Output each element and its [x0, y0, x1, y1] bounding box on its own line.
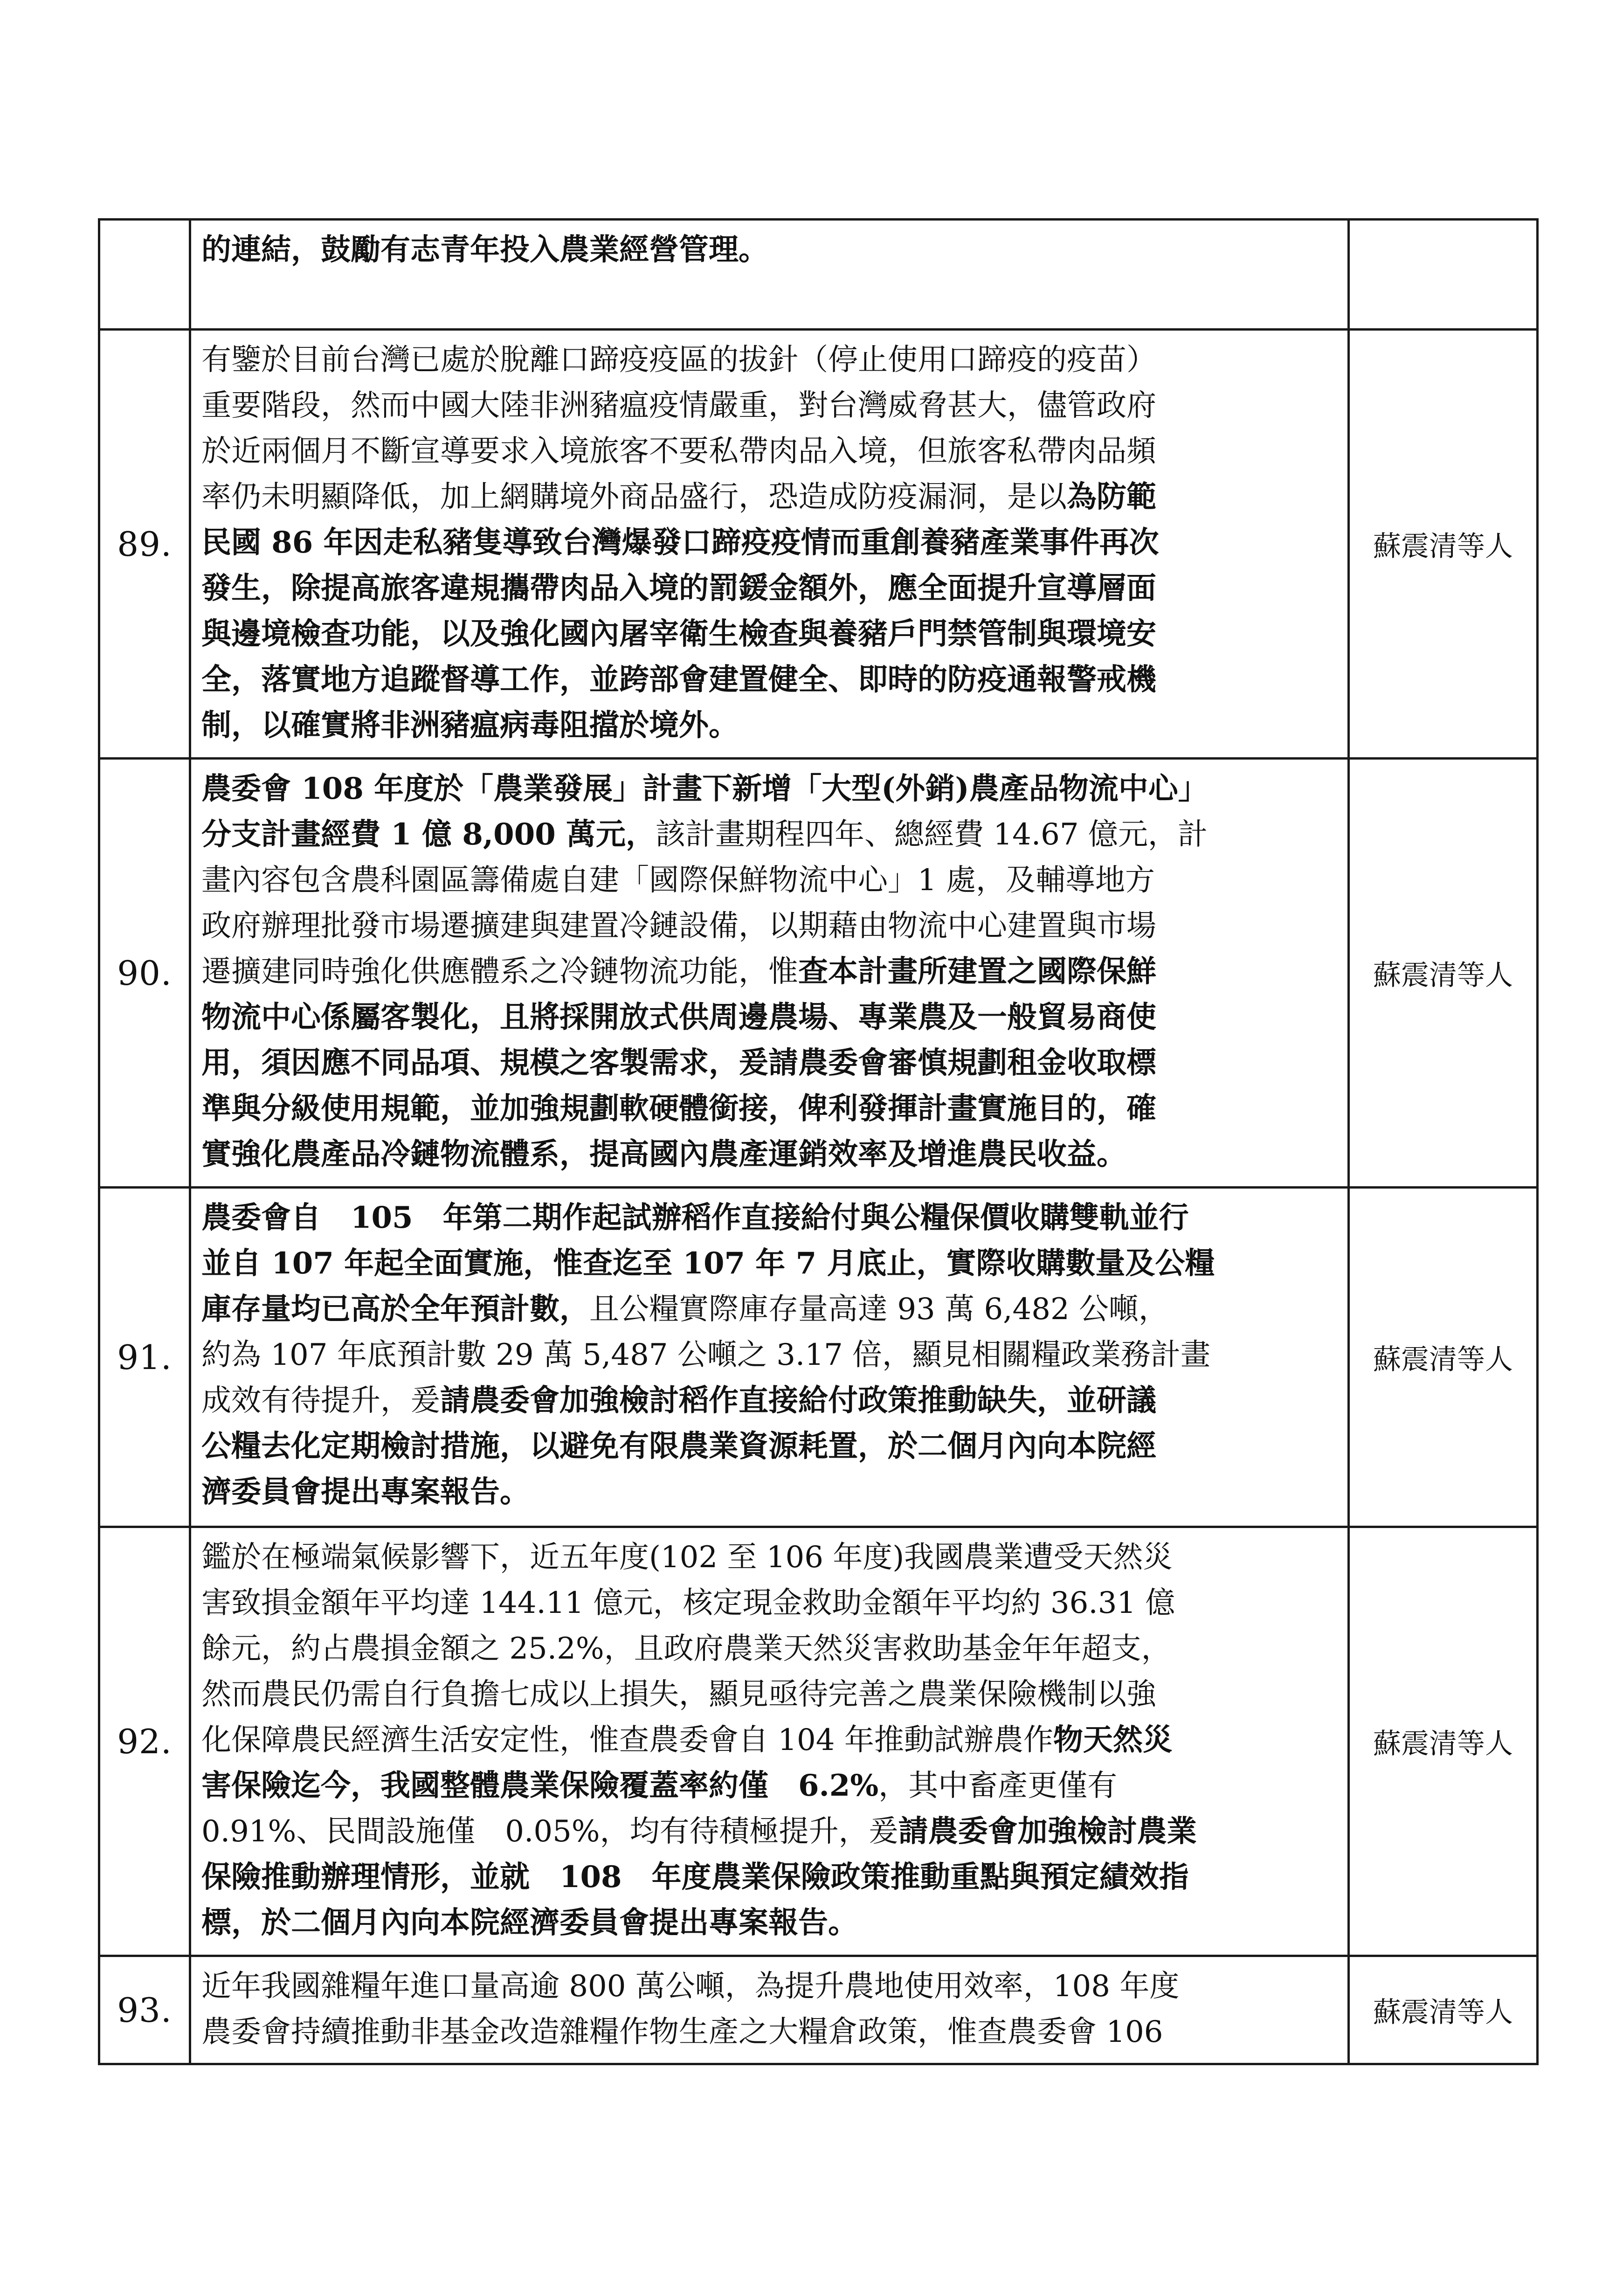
proposer: 蘇震清等人	[1349, 1527, 1538, 1956]
text-run: 有鑒於目前台灣已處於脫離口蹄疫疫區的拔針（停止使用口蹄疫的疫苗）	[201, 343, 1156, 377]
text-line	[201, 995, 1338, 1040]
text-run: 農委會自 105 年第二期作起試辦稻作直接給付與公糧保價收購雙軌並行	[201, 1200, 1189, 1235]
text-run: 與邊境檢查功能，以及強化國內屠宰衛生檢查與養豬戶門禁管制與環境安	[201, 616, 1156, 651]
text-run: 保險推動辦理情形，並就 108 年度農業保險政策推動重點與預定績效指	[201, 1860, 1189, 1895]
text-run: 為防範	[1067, 479, 1156, 514]
text-run: 0.91%、民間設施僅 0.05%，均有待積極提升，爰	[201, 1814, 898, 1849]
proposal-text	[190, 220, 1349, 330]
text-line	[201, 611, 1338, 657]
text-line	[201, 383, 1338, 429]
text-line	[201, 474, 1338, 520]
row-number: 89.	[99, 330, 190, 759]
text-line	[201, 858, 1338, 903]
text-run: 分支計畫經費 1 億 8,000 萬元，	[201, 817, 656, 852]
text-run: 農委會持續推動非基金改造雜糧作物生產之大糧倉政策，惟查農委會 106	[201, 2015, 1163, 2049]
text-line	[201, 812, 1338, 858]
row-number: 93.	[99, 1956, 190, 2064]
text-run: 的連結，鼓勵有志青年投入農業經營管理。	[201, 232, 768, 267]
proposal-text	[190, 759, 1349, 1188]
row-number: 91.	[99, 1188, 190, 1527]
text-run: 然而農民仍需自行負擔七成以上損失，顯見亟待完善之農業保險機制以強	[201, 1677, 1156, 1712]
text-run: 制，以確實將非洲豬瘟病毒阻擋於境外。	[201, 708, 739, 743]
table-row	[99, 330, 1538, 759]
text-run: 該計畫期程四年、總經費 14.67 億元，計	[656, 817, 1208, 852]
text-run: 查本計畫所建置之國際保鮮	[798, 954, 1156, 989]
text-run: 民國 86 年因走私豬隻導致台灣爆發口蹄疫疫情而重創養豬產業事件再次	[201, 525, 1159, 560]
text-line	[201, 1241, 1338, 1286]
text-run: 發生，除提高旅客違規攜帶肉品入境的罰鍰金額外，應全面提升宣導層面	[201, 571, 1156, 606]
text-run: 重要階段，然而中國大陸非洲豬瘟疫情嚴重，對台灣威脅甚大，儘管政府	[201, 388, 1156, 423]
proposer: 蘇震清等人	[1349, 330, 1538, 759]
table-row	[99, 1956, 1538, 2064]
text-line	[201, 1195, 1338, 1241]
text-line	[201, 1964, 1338, 2009]
text-line	[201, 703, 1338, 748]
proposal-text	[190, 1527, 1349, 1956]
table-row	[99, 1188, 1538, 1527]
text-line	[201, 337, 1338, 383]
text-run: 物天然災	[1053, 1722, 1173, 1757]
text-line	[201, 429, 1338, 474]
proposer	[1349, 220, 1538, 330]
text-line	[201, 1132, 1338, 1177]
text-run: 請農委會加強檢討農業	[898, 1814, 1197, 1849]
proposer: 蘇震清等人	[1349, 1956, 1538, 2064]
text-run: 鑑於在極端氣候影響下，近五年度(102 至 106 年度)我國農業遭受天然災	[201, 1540, 1173, 1575]
proposer: 蘇震清等人	[1349, 1188, 1538, 1527]
proposal-text	[190, 1956, 1349, 2064]
text-line	[201, 1286, 1338, 1332]
row-number: 92.	[99, 1527, 190, 1956]
text-run: 物流中心係屬客製化，且將採開放式供周邊農場、專業農及一般貿易商使	[201, 1000, 1156, 1035]
text-line	[201, 2009, 1338, 2055]
text-line	[201, 1717, 1338, 1763]
text-line	[201, 520, 1338, 566]
table-row	[99, 220, 1538, 330]
text-run: 且公糧實際庫存量高達 93 萬 6,482 公噸，	[589, 1292, 1169, 1327]
text-line	[201, 1900, 1338, 1946]
text-line	[201, 1580, 1338, 1626]
text-run: 標，於二個月內向本院經濟委員會提出專案報告。	[201, 1905, 858, 1940]
text-run: 遷擴建同時強化供應體系之冷鏈物流功能，惟	[201, 954, 798, 989]
text-line	[201, 949, 1338, 995]
table-row	[99, 759, 1538, 1188]
text-run: 公糧去化定期檢討措施，以避免有限農業資源耗置，於二個月內向本院經	[201, 1429, 1156, 1464]
row-number: 90.	[99, 759, 190, 1188]
proposal-text	[190, 330, 1349, 759]
text-run: 化保障農民經濟生活安定性，惟查農委會自 104 年推動試辦農作	[201, 1723, 1053, 1757]
text-line	[201, 1424, 1338, 1469]
text-run: 於近兩個月不斷宣導要求入境旅客不要私帶肉品入境，但旅客私帶肉品頻	[201, 434, 1156, 469]
text-run: 成效有待提升，爰	[201, 1383, 440, 1418]
text-line	[201, 566, 1338, 611]
text-run: ，其中畜產更僅有	[878, 1769, 1118, 1803]
text-run: 害致損金額年平均達 144.11 億元，核定現金救助金額年平均約 36.31 億	[201, 1586, 1175, 1620]
text-run: 餘元，約占農損金額之 25.2%，且政府農業天然災害救助基金年年超支，	[201, 1632, 1171, 1666]
text-run: 率仍未明顯降低，加上網購境外商品盛行，恐造成防疫漏洞，是以	[201, 480, 1067, 514]
text-run: 農委會 108 年度於「農業發展」計畫下新增「大型(外銷)農產品物流中心」	[201, 771, 1208, 806]
text-line	[201, 1854, 1338, 1900]
proposal-table	[98, 218, 1539, 2065]
text-line	[201, 766, 1338, 812]
text-run: 近年我國雜糧年進口量高逾 800 萬公噸，為提升農地使用效率，108 年度	[201, 1969, 1180, 2004]
text-run: 全，落實地方追蹤督導工作，並跨部會建置健全、即時的防疫通報警戒機	[201, 662, 1156, 697]
table-row	[99, 1527, 1538, 1956]
text-run: 準與分級使用規範，並加強規劃軟硬體銜接，俾利發揮計畫實施目的，確	[201, 1091, 1156, 1126]
proposer: 蘇震清等人	[1349, 759, 1538, 1188]
proposal-text	[190, 1188, 1349, 1527]
text-line	[201, 1086, 1338, 1132]
text-line	[201, 657, 1338, 703]
row-number	[99, 220, 190, 330]
text-line	[201, 1626, 1338, 1672]
text-line	[201, 1040, 1338, 1086]
text-run: 害保險迄今，我國整體農業保險覆蓋率約僅 6.2%	[201, 1768, 879, 1803]
text-run: 庫存量均已高於全年預計數，	[201, 1292, 589, 1327]
text-line	[201, 1332, 1338, 1378]
text-line	[201, 903, 1338, 949]
text-line	[201, 1378, 1338, 1424]
text-line	[201, 1469, 1338, 1515]
text-run: 約為 107 年底預計數 29 萬 5,487 公噸之 3.17 倍，顯見相關糧政業務計畫	[201, 1338, 1211, 1372]
text-line	[201, 1763, 1338, 1809]
text-run: 並自 107 年起全面實施，惟查迄至 107 年 7 月底止，實際收購數量及公糧	[201, 1246, 1215, 1281]
text-run: 政府辦理批發市場遷擴建與建置冷鏈設備，以期藉由物流中心建置與市場	[201, 909, 1156, 943]
text-line	[201, 227, 1338, 273]
text-run: 畫內容包含農科園區籌備處自建「國際保鮮物流中心」1 處，及輔導地方	[201, 863, 1155, 898]
text-line	[201, 1809, 1338, 1854]
text-run: 濟委員會提出專案報告。	[201, 1474, 530, 1509]
text-line	[201, 1535, 1338, 1580]
text-run: 請農委會加強檢討稻作直接給付政策推動缺失，並研議	[440, 1383, 1156, 1418]
text-run: 實強化農產品冷鏈物流體系，提高國內農產運銷效率及增進農民收益。	[201, 1137, 1126, 1172]
text-line	[201, 1672, 1338, 1717]
text-run: 用，須因應不同品項、規模之客製需求，爰請農委會審慎規劃租金收取標	[201, 1045, 1156, 1080]
